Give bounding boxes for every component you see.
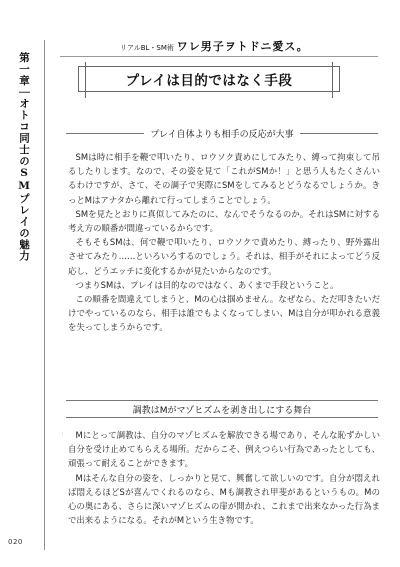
section1-paragraph: SMは時に相手を鞭で叩いたり、ロウソク責めにしてみたり、縛って拘束して吊るしたりします。なので、その姿を見て「これがSMか！」と思う人もたくさんいるわけですが、さて、その調子で実際にSMをしてみるとどうなるでしょうか。きっとMはアナタから離れて行ってしまうことでしょう。 xyxy=(68,152,380,205)
series-title: ワレ男子ヲトドニ愛ス。 xyxy=(176,40,309,53)
left-margin-rule xyxy=(44,40,45,550)
section2-body xyxy=(68,428,380,527)
section2-subhead xyxy=(66,400,378,418)
chapter-vertical-title xyxy=(14,52,34,262)
page-number: 020 xyxy=(8,538,23,546)
section1-body xyxy=(68,150,380,335)
header-rule xyxy=(60,56,378,57)
main-heading-box xyxy=(78,66,340,92)
series-prefix: リアルBL・SM術 xyxy=(120,44,174,52)
section1-paragraph: つまりSMは、プレイは目的なのではなく、あくまで手段ということ。 xyxy=(75,279,339,290)
main-heading: プレイは目的ではなく手段 xyxy=(125,73,293,89)
section1-subhead xyxy=(66,125,378,141)
chapter-number: 第一章 xyxy=(18,52,30,87)
section1-paragraph: SMを見たとおりに真似してみたのに、なんでそうなるのか。それはSMに対する考え方の順番が間違っているからです。 xyxy=(68,208,380,234)
chapter-separator: ｜ xyxy=(18,86,30,98)
margin-note: ... xyxy=(61,432,66,436)
section1-title: プレイ自体よりも相手の反応が大事 xyxy=(144,127,299,140)
section1-paragraph: この順番を間違えてしまうと、Mの心は掴めません。なぜなら、ただ叩きたいだけでやっているのなら、相手は誰でもよくなってしまい、Mは自分が叩かれる意義を失ってしまうからです。 xyxy=(68,294,380,333)
running-header xyxy=(120,38,340,54)
section2-paragraph: Mはそんな自分の姿を、しっかりと見て、興奮して欲しいのです。自分が悶えれば悶えるほどSが喜んでくれるのなら、Mも調教され甲斐があるというもの。Mの心の奥にある、さらに深いマゾヒズムの扉が開かれ、これまで出来なかった行為まで出来るようになる。それがMという生き物です。 xyxy=(68,472,380,526)
section1-paragraph: そもそもSMは、何で鞭で叩いたり、ロウソクで責めたり、縛ったり、野外露出させてみたり……といろいろするのでしょう。それは、相手がそれによってどう反応し、どうエッチに変化するかが見たいからなのです。 xyxy=(68,237,380,276)
section2-title: 調教はMがマゾヒズムを剥き出しにする舞台 xyxy=(127,403,318,416)
chapter-title: オトコ同士のSMプレイの魅力 xyxy=(18,98,30,262)
section2-paragraph: Mにとって調教は、自分のマゾヒズムを解放できる場であり、そんな恥ずかしい自分を受け止めてもらえる場所。だからこそ、例えつらい行為であったとしても、頑張って耐えることができます。 xyxy=(68,430,380,469)
